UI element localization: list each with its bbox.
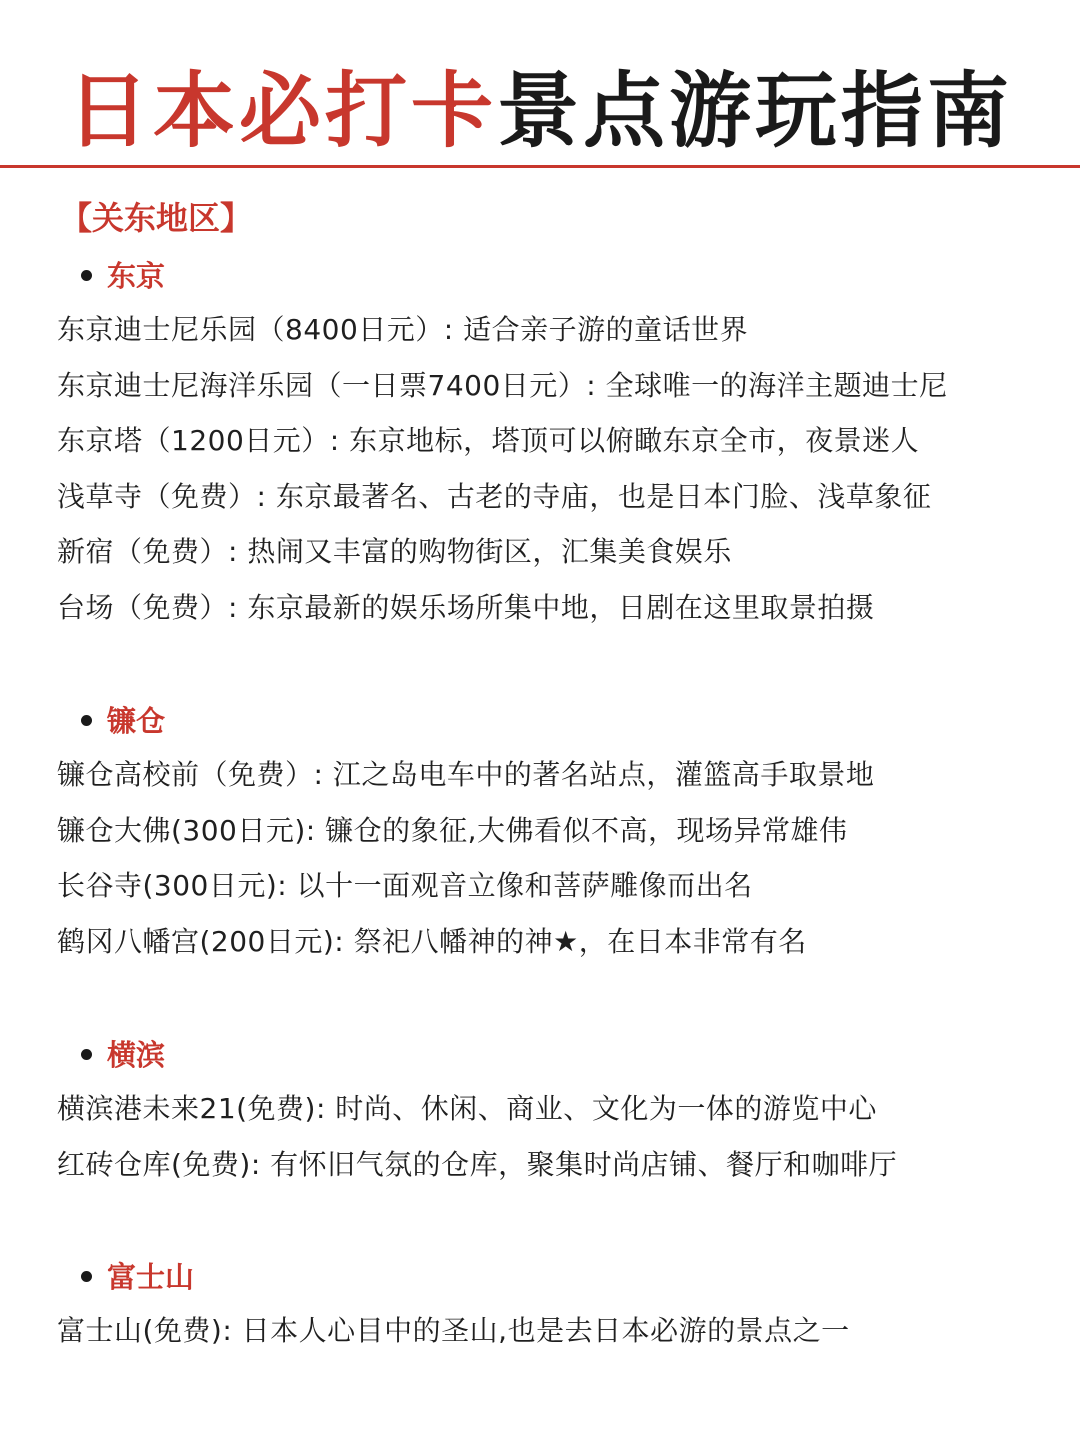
- bullet-icon: [81, 1049, 92, 1060]
- section-header: [57, 1251, 1067, 1303]
- list-item: 东京塔（1200日元）: 东京地标，塔顶可以俯瞰东京全市，夜景迷人: [57, 424, 920, 458]
- section-title: 富士山: [107, 1260, 195, 1294]
- section-yokohama: [57, 1029, 1067, 1192]
- section-fuji: [57, 1251, 1067, 1359]
- list-item: 长谷寺(300日元): 以十一面观音立像和菩萨雕像而出名: [57, 869, 753, 903]
- page-title: [0, 62, 1080, 162]
- section-tokyo: [57, 250, 1067, 636]
- section-title: 横滨: [107, 1038, 166, 1072]
- bullet-icon: [81, 1271, 92, 1282]
- list-item: 浅草寺（免费）: 东京最著名、古老的寺庙，也是日本门脸、浅草象征: [57, 479, 932, 513]
- list-item: 新宿（免费）: 热闹又丰富的购物街区，汇集美食娱乐: [57, 535, 732, 569]
- list-item: 富士山(免费): 日本人心目中的圣山,也是去日本必游的景点之一: [57, 1314, 850, 1347]
- list-item: 东京迪士尼海洋乐园（一日票7400日元）: 全球唯一的海洋主题迪士尼: [57, 368, 948, 402]
- list-item: 红砖仓库(免费): 有怀旧气氛的仓库，聚集时尚店铺、餐厅和咖啡厅: [57, 1147, 898, 1181]
- title-divider: [0, 165, 1080, 168]
- section-kamakura: [57, 695, 1067, 969]
- title-main: 景点游玩指南: [497, 64, 1014, 159]
- list-item: 东京迪士尼乐园（8400日元）: 适合亲子游的童话世界: [57, 313, 749, 346]
- section-title: 镰仓: [107, 704, 166, 738]
- section-header: [57, 695, 1067, 747]
- list-item: 镰仓大佛(300日元): 镰仓的象征,大佛看似不高，现场异常雄伟: [57, 813, 848, 847]
- bullet-icon: [81, 715, 92, 726]
- title-highlight: 日本必打卡: [66, 64, 497, 159]
- section-title: 东京: [107, 259, 166, 293]
- section-header: [57, 250, 1067, 302]
- section-header: [57, 1029, 1067, 1081]
- list-item: 台场（免费）: 东京最新的娱乐场所集中地，日剧在这里取景拍摄: [57, 590, 875, 624]
- list-item: 鹤冈八幡宫(200日元): 祭祀八幡神的神★，在日本非常有名: [57, 924, 807, 958]
- list-item: 镰仓高校前（免费）: 江之岛电车中的著名站点，灌篮高手取景地: [57, 758, 875, 791]
- region-heading: 【关东地区】: [60, 199, 253, 237]
- bullet-icon: [81, 270, 92, 281]
- list-item: 横滨港未来21(免费): 时尚、休闲、商业、文化为一体的游览中心: [57, 1092, 877, 1125]
